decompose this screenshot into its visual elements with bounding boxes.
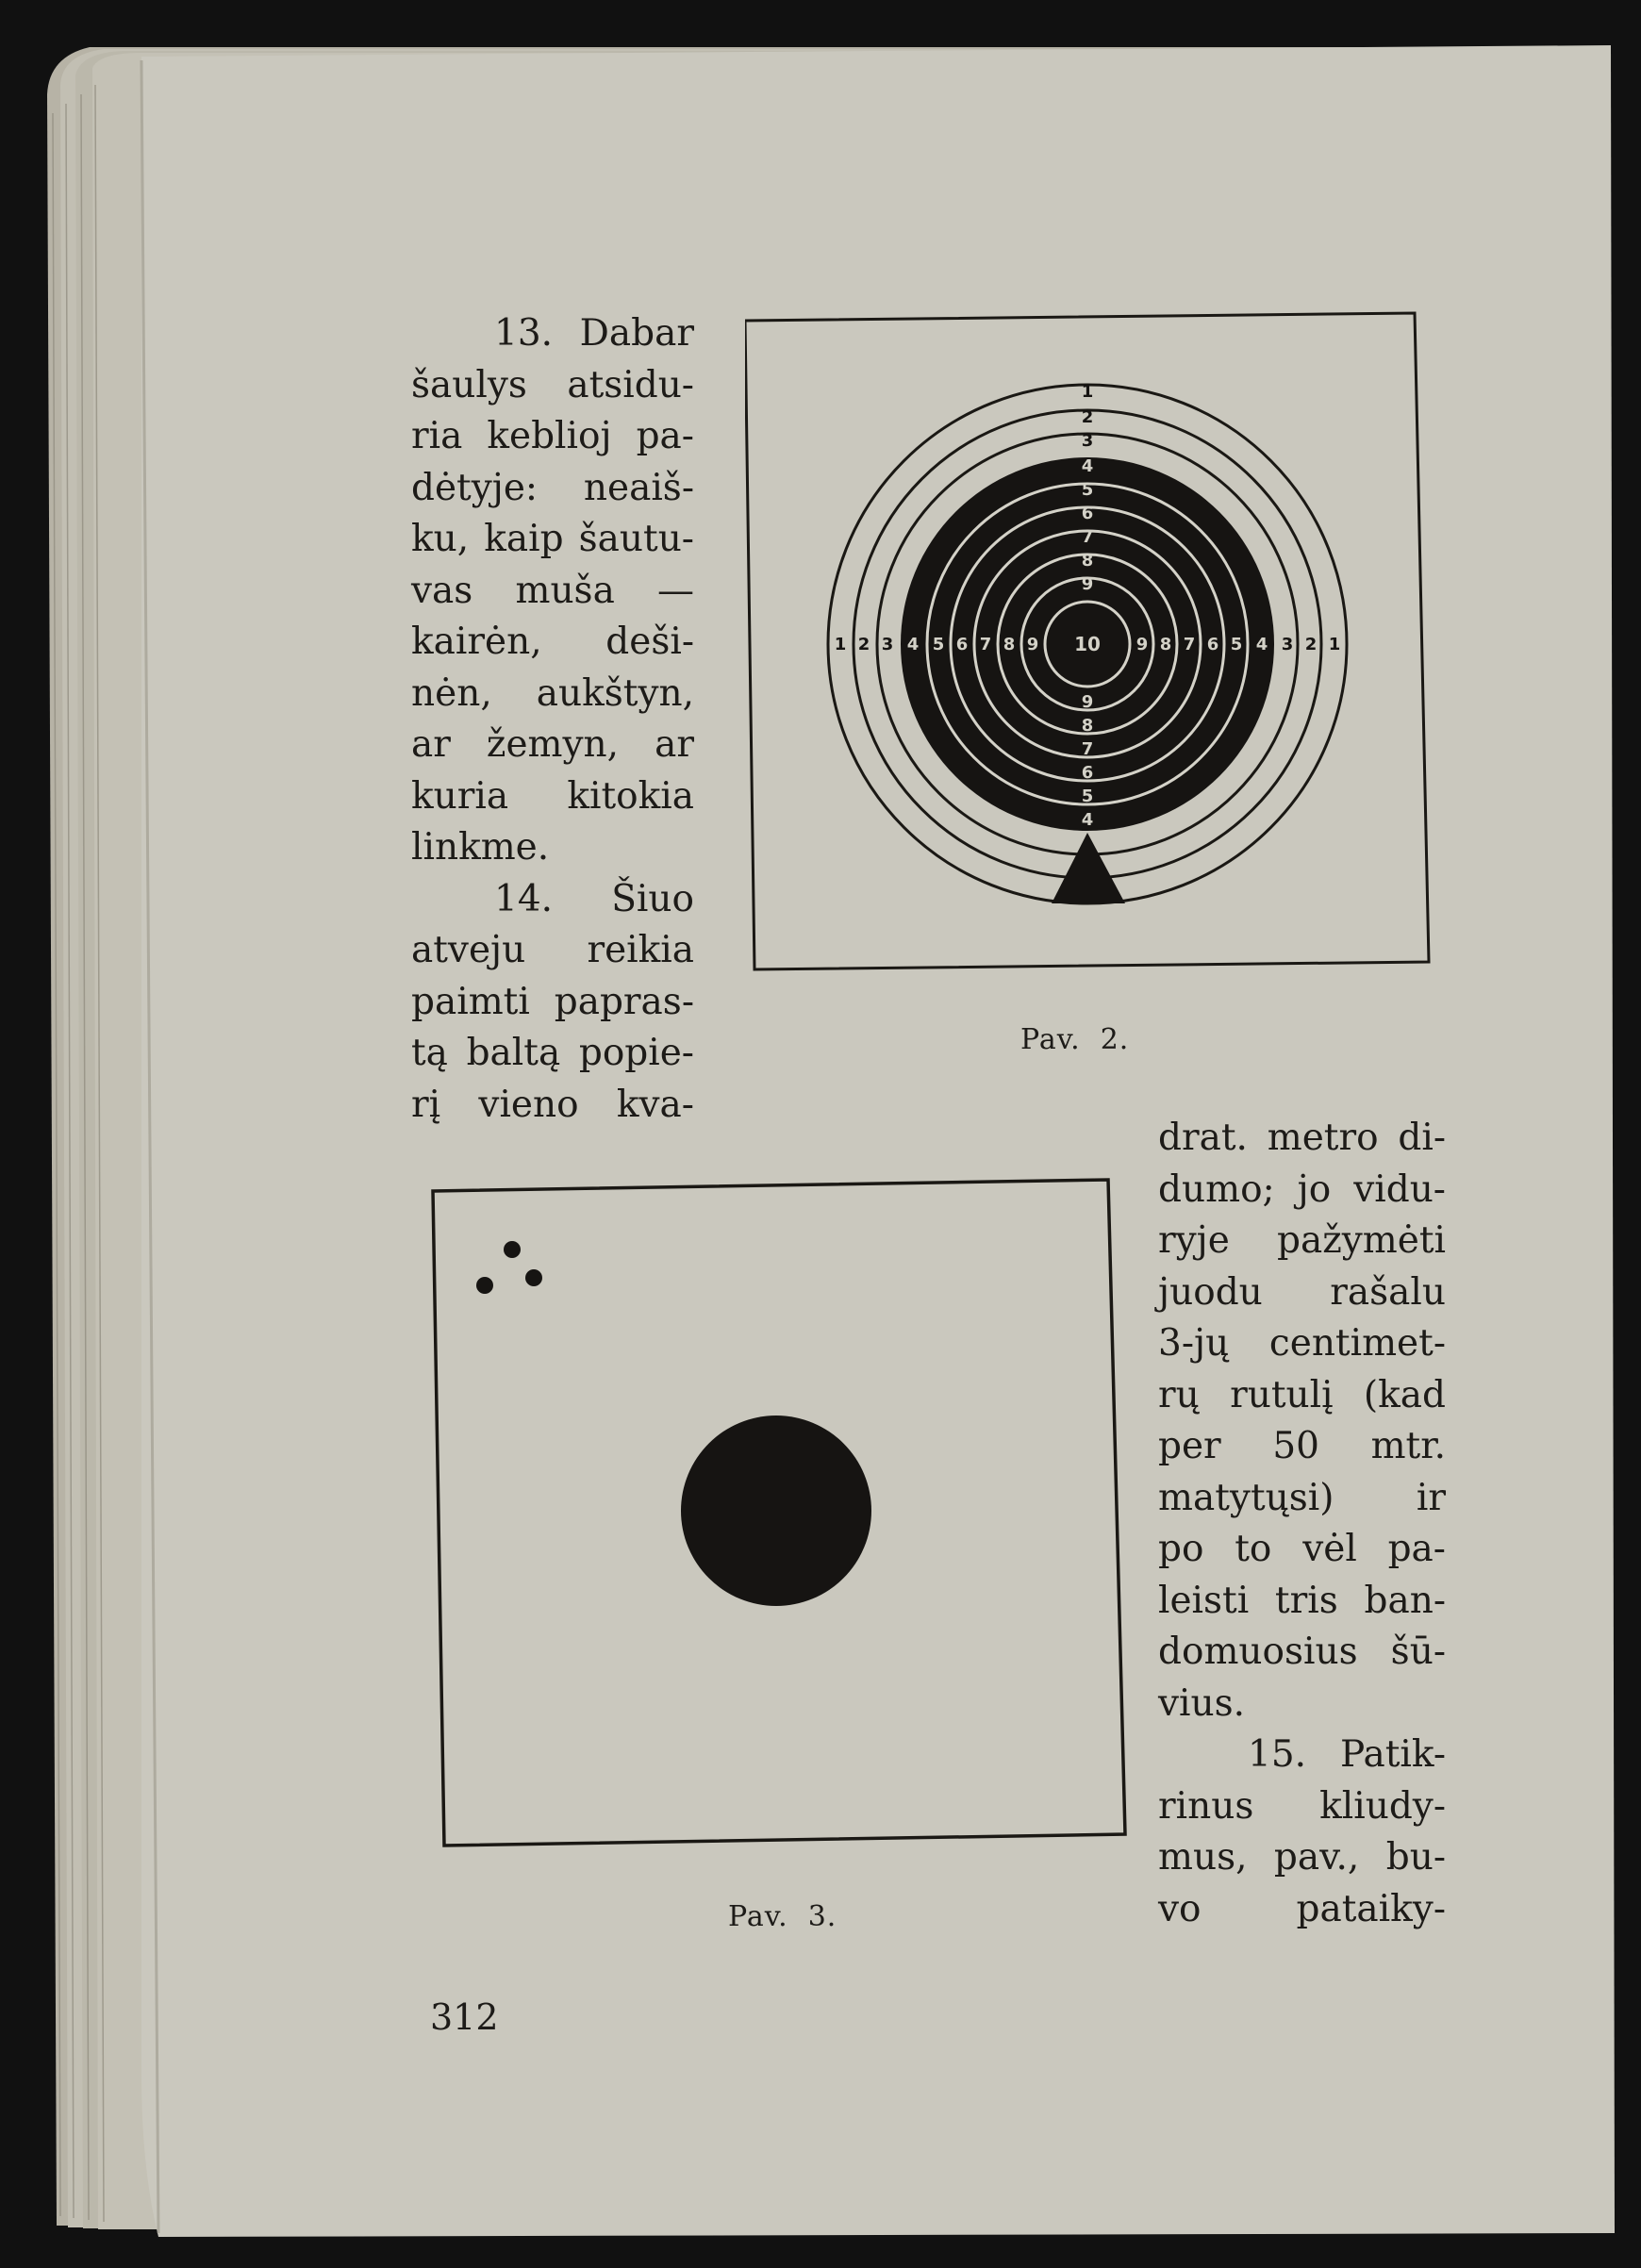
ring-number-top: 5 — [1081, 480, 1094, 500]
ring-number-top: 3 — [1081, 431, 1094, 451]
ring-number-right: 3 — [1281, 635, 1294, 654]
ring-number-right: 7 — [1183, 635, 1196, 654]
text-line: vius. — [1158, 1681, 1246, 1725]
aiming-triangle — [1052, 833, 1125, 903]
ring-number-bottom: 9 — [1081, 692, 1094, 712]
text-line: rį vieno kva- — [411, 1083, 694, 1126]
text-line: 3-jų centimet- — [1158, 1322, 1446, 1365]
ring-number-top: 8 — [1081, 551, 1094, 571]
ring-number-right: 8 — [1159, 635, 1172, 654]
ring-number-bottom: 8 — [1081, 716, 1094, 736]
shot-hole — [476, 1277, 493, 1294]
text-line: rinus kliudy- — [1158, 1784, 1446, 1828]
shot-hole — [504, 1241, 521, 1258]
ring-number-right: 6 — [1206, 635, 1219, 654]
text-line: nėn, aukštyn, — [411, 671, 694, 715]
text-line: matytųsi) ir — [1158, 1476, 1446, 1519]
text-line: juodu rašalu — [1158, 1270, 1446, 1314]
text-line: 14. Šiuo — [494, 877, 694, 920]
left-text-column — [411, 308, 694, 1131]
figure-2-caption: Pav. 2. — [1020, 1023, 1130, 1056]
ring-number-bottom: 7 — [1081, 739, 1094, 759]
text-line: vas muša — — [411, 569, 694, 612]
ring-number-right: 2 — [1304, 635, 1318, 654]
ring-number-bottom: 4 — [1081, 810, 1094, 830]
shot-hole — [525, 1269, 542, 1286]
ring-number-top: 7 — [1081, 527, 1094, 547]
aiming-dot — [681, 1415, 871, 1606]
text-line: paimti papras- — [411, 980, 694, 1023]
ring-number-right: 9 — [1135, 635, 1149, 654]
ring-number-right: 5 — [1230, 635, 1243, 654]
text-line: drat. metro di- — [1158, 1117, 1446, 1159]
right-text-column — [1158, 1113, 1446, 1935]
figure-2-target — [745, 309, 1434, 979]
text-line: kairėn, deši- — [411, 621, 694, 663]
text-line: ria keblioj pa- — [411, 415, 694, 457]
page-number: 312 — [430, 1996, 499, 2038]
text-line: kuria kitokia — [411, 774, 694, 818]
ring-number-top: 6 — [1081, 504, 1094, 523]
text-line: dėtyje: neaiš- — [411, 466, 694, 509]
text-line: per 50 mtr. — [1158, 1425, 1446, 1467]
ring-number-top: 9 — [1081, 574, 1094, 594]
text-line: tą baltą popie- — [411, 1032, 694, 1074]
ring-number-left: 9 — [1026, 635, 1039, 654]
text-line: ryje pažymėti — [1158, 1219, 1446, 1262]
text-line: vo pataiky- — [1158, 1887, 1446, 1930]
text-line: domuosius šū- — [1158, 1631, 1446, 1673]
text-line: ku, kaip šautu- — [411, 518, 694, 560]
text-line: leisti tris ban- — [1158, 1579, 1446, 1622]
ring-number-right: 4 — [1255, 635, 1268, 654]
ring-number-left: 1 — [834, 635, 847, 654]
text-line: 15. Patik- — [1248, 1733, 1446, 1776]
ring-number-top: 2 — [1081, 407, 1094, 427]
figure-3-paper-target — [429, 1174, 1136, 1848]
text-line: dumo; jo vidu- — [1158, 1167, 1446, 1211]
ring-number-top: 4 — [1081, 456, 1094, 476]
text-line: mus, pav., bu- — [1158, 1836, 1446, 1879]
text-line: šaulys atsidu- — [411, 363, 694, 406]
ring-number-right: 1 — [1328, 635, 1341, 654]
ring-number-center: 10 — [1074, 633, 1101, 655]
text-line: linkme. — [411, 826, 550, 869]
text-line: atveju reikia — [411, 929, 694, 971]
ring-number-left: 8 — [1003, 635, 1016, 654]
ring-number-bottom: 6 — [1081, 763, 1094, 783]
ring-number-bottom: 5 — [1081, 786, 1094, 806]
text-line: rų rutulį (kad — [1158, 1373, 1446, 1416]
text-line: ar žemyn, ar — [411, 723, 694, 766]
text-line: 13. Dabar — [494, 312, 694, 355]
ring-number-top: 1 — [1081, 382, 1094, 402]
ring-number-left: 3 — [881, 635, 894, 654]
ring-number-left: 7 — [979, 635, 992, 654]
ring-number-left: 4 — [906, 635, 920, 654]
ring-number-left: 5 — [932, 635, 945, 654]
ring-number-left: 6 — [955, 635, 969, 654]
ring-number-left: 2 — [857, 635, 870, 654]
figure-3-caption: Pav. 3. — [728, 1900, 837, 1933]
text-line: po to vėl pa- — [1158, 1528, 1446, 1570]
